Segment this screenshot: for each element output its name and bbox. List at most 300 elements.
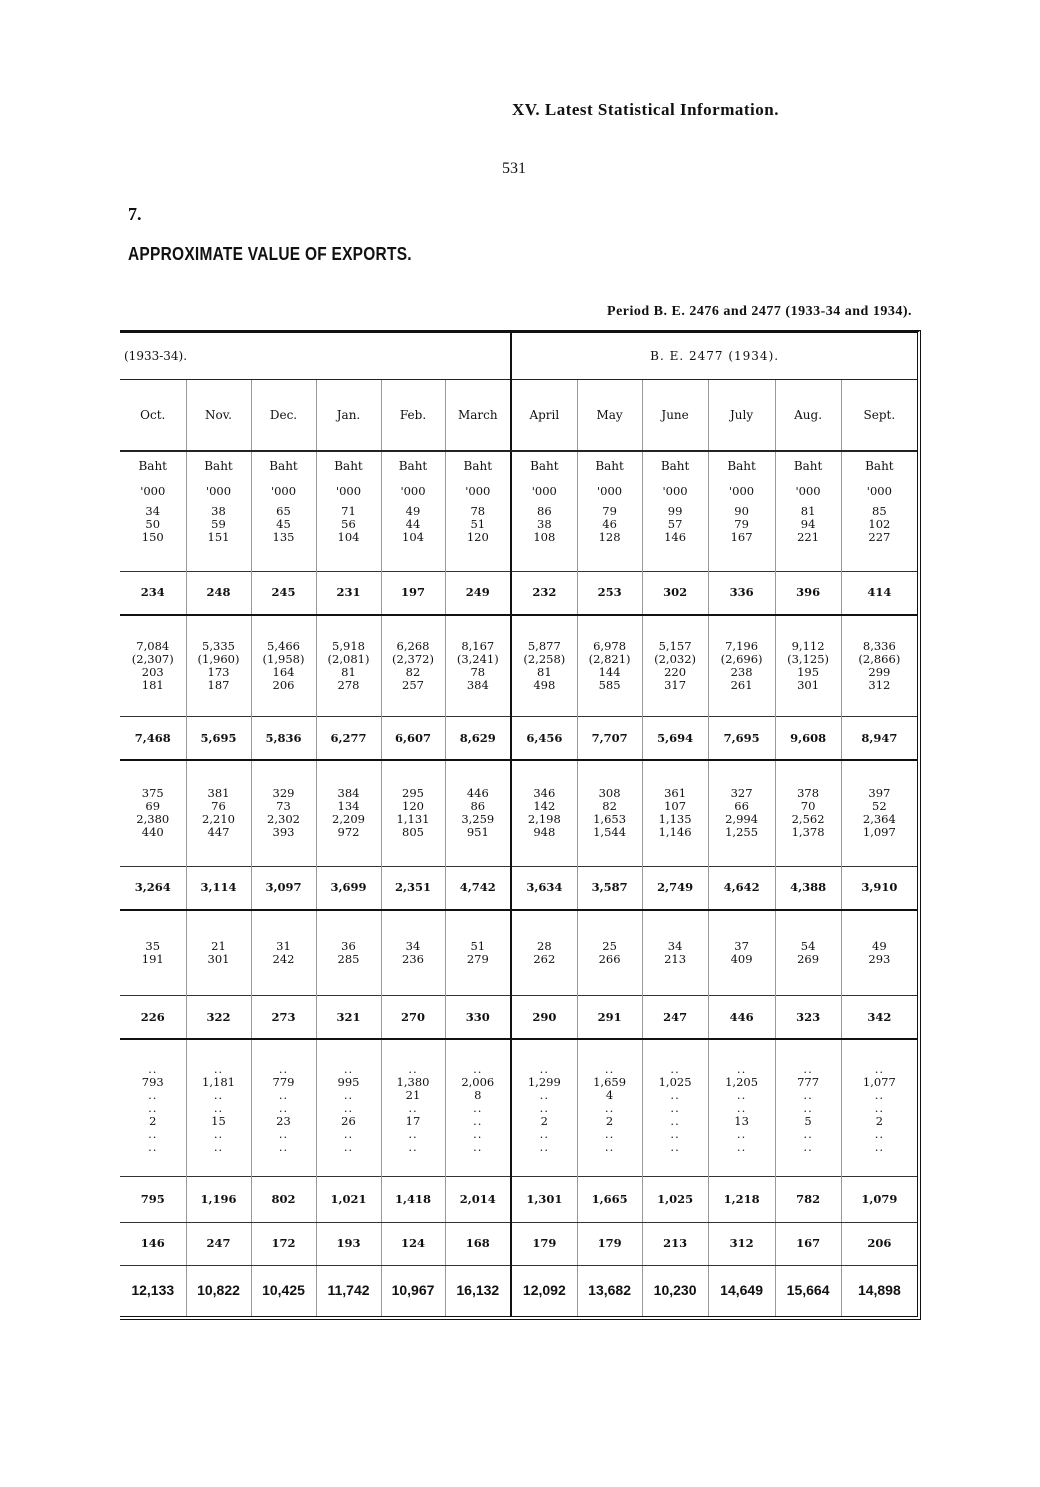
block2-value: (2,372) — [392, 651, 434, 666]
unit-cell: Baht — [708, 451, 775, 480]
section-number: 7. — [128, 204, 142, 224]
block3-value: 52 — [872, 799, 887, 814]
other-exports-cell: 172 — [251, 1222, 316, 1265]
block2-value: 384 — [466, 677, 489, 692]
block1-value: 81 — [800, 503, 816, 518]
block2-value: 195 — [797, 664, 820, 679]
block2-value: 7,196 — [725, 638, 759, 653]
block1-value: 221 — [797, 529, 820, 544]
subtotal-3-cell: 3,264 — [120, 866, 186, 910]
exports-table-frame — [120, 330, 921, 1320]
block3-value: 381 — [207, 786, 230, 801]
subtotal-2-cell: 6,277 — [316, 717, 381, 761]
block3-cell — [841, 760, 917, 866]
block2-value: (2,258) — [523, 651, 566, 666]
unit-thousands-cell: '000 — [381, 480, 445, 502]
block3-cell — [316, 760, 381, 866]
subtotal-3-cell: 3,910 — [841, 866, 917, 910]
subtotal-4-cell: 247 — [642, 995, 708, 1039]
block3-value: 397 — [868, 786, 891, 801]
table-body — [120, 333, 917, 1316]
block5-value: .. — [539, 1126, 549, 1141]
subtotal-5-cell: 1,021 — [316, 1177, 381, 1222]
subtotal-4-cell: 446 — [708, 995, 775, 1039]
block5-value: .. — [604, 1061, 615, 1076]
block5-cell — [445, 1039, 511, 1177]
block1-value: 38 — [537, 516, 552, 531]
block2-cell — [120, 615, 186, 717]
block4-value: 242 — [272, 951, 295, 966]
block5-value: .. — [803, 1061, 813, 1076]
block2-value: 9,112 — [791, 638, 825, 653]
subtotal-4-cell: 342 — [841, 995, 917, 1039]
month-header-cell: Feb. — [381, 380, 445, 452]
block1-value: 78 — [470, 503, 486, 518]
block1-cell — [316, 503, 381, 572]
block5-value: .. — [408, 1126, 418, 1141]
block5-value: .. — [408, 1139, 418, 1154]
block3-row — [120, 760, 917, 866]
block5-value: 4 — [605, 1087, 614, 1102]
unit-cell: Baht — [381, 451, 445, 480]
block3-value: 2,562 — [791, 812, 825, 827]
block3-value: 3,259 — [461, 812, 495, 827]
block3-cell — [120, 760, 186, 866]
block2-cell — [577, 615, 642, 717]
block5-value: .. — [874, 1126, 885, 1141]
block3-value: 82 — [602, 799, 617, 814]
block1-value: 104 — [402, 529, 424, 544]
block1-value: 79 — [734, 516, 749, 531]
block4-cell — [642, 910, 708, 996]
block1-value: 45 — [276, 516, 291, 531]
block2-value: 173 — [207, 664, 230, 679]
block5-value: .. — [148, 1139, 158, 1154]
block4-cell — [511, 910, 577, 996]
block2-value: (2,821) — [588, 651, 631, 666]
subtotal-4-cell: 270 — [381, 995, 445, 1039]
other-exports-cell: 213 — [642, 1222, 708, 1265]
other-exports-cell: 167 — [775, 1222, 841, 1265]
block5-cell — [316, 1039, 381, 1177]
other-exports-cell: 124 — [381, 1222, 445, 1265]
block5-value: .. — [604, 1100, 615, 1115]
block5-value: 2 — [149, 1113, 157, 1128]
block4-value: 191 — [141, 951, 164, 966]
subtotal-5-cell: 1,079 — [841, 1177, 917, 1222]
subtotal-5-cell: 802 — [251, 1177, 316, 1222]
block3-value: 2,209 — [332, 812, 365, 827]
subtotal-3-cell: 4,742 — [445, 866, 511, 910]
grand-total — [120, 1265, 917, 1316]
block3-cell — [577, 760, 642, 866]
block4-value: 269 — [797, 951, 820, 966]
block1-value: 57 — [667, 516, 683, 531]
unit-thousands-cell: '000 — [642, 480, 708, 502]
subtotal-1-cell: 336 — [708, 571, 775, 615]
unit-thousands-cell: '000 — [445, 480, 511, 502]
block5-value: .. — [148, 1061, 158, 1076]
block5-value: .. — [213, 1087, 224, 1102]
block3-value: 1,146 — [658, 825, 692, 840]
block1-value: 38 — [211, 503, 226, 518]
subtotal-1 — [120, 571, 917, 615]
block4-value: 21 — [211, 938, 226, 953]
block3-value: 70 — [800, 799, 816, 814]
block4-cell — [841, 910, 917, 996]
block1-value: 85 — [872, 503, 887, 518]
block3-value: 308 — [598, 786, 621, 801]
block1-value: 135 — [272, 529, 295, 544]
month-header-cell: Aug. — [775, 380, 841, 452]
month-header-cell: Jan. — [316, 380, 381, 452]
block2-value: 5,466 — [267, 638, 300, 653]
block3-value: 346 — [533, 786, 556, 801]
block3-value: 2,210 — [202, 812, 235, 827]
block5-cell — [708, 1039, 775, 1177]
block5-value: .. — [670, 1061, 680, 1076]
block4-cell — [186, 910, 251, 996]
block5-cell — [841, 1039, 917, 1177]
unit-cell: Baht — [186, 451, 251, 480]
subtotal-5-cell: 1,301 — [511, 1177, 577, 1222]
block4-cell — [708, 910, 775, 996]
other-exports-cell: 247 — [186, 1222, 251, 1265]
unit-cell: Baht — [316, 451, 381, 480]
block4-cell — [251, 910, 316, 996]
block5-value: 2 — [875, 1113, 884, 1128]
other-exports-cell: 179 — [577, 1222, 642, 1265]
block1-cell — [511, 503, 577, 572]
block3-value: 69 — [145, 799, 161, 814]
block5-value: .. — [148, 1126, 158, 1141]
block4-value: 54 — [800, 938, 816, 953]
unit-thousands-cell: '000 — [577, 480, 642, 502]
block3-value: 972 — [337, 825, 360, 840]
subtotal-3-cell: 3,634 — [511, 866, 577, 910]
block2-value: 187 — [207, 677, 230, 692]
subtotal-3-cell: 3,587 — [577, 866, 642, 910]
block3-value: 951 — [466, 825, 489, 840]
block4-value: 262 — [533, 951, 556, 966]
subtotal-3-cell: 3,699 — [316, 866, 381, 910]
block3-value: 2,198 — [527, 812, 561, 827]
other-exports-cell: 312 — [708, 1222, 775, 1265]
block5-value: .. — [670, 1087, 680, 1102]
block4-cell — [577, 910, 642, 996]
subtotal-5-cell: 1,418 — [381, 1177, 445, 1222]
block1-value: 150 — [141, 529, 164, 544]
block2-value: 317 — [664, 677, 687, 692]
block2-value: (2,866) — [858, 651, 901, 666]
page-number: 531 — [502, 160, 526, 177]
block5-value: 1,205 — [725, 1074, 759, 1089]
block3-value: 66 — [734, 799, 749, 814]
block2-value: 206 — [272, 677, 295, 692]
month-header-cell: April — [511, 380, 577, 452]
unit-row-baht — [120, 451, 917, 480]
block3-value: 2,380 — [136, 812, 170, 827]
block5-value: .. — [213, 1100, 224, 1115]
block2-value: 203 — [141, 664, 164, 679]
block4-cell — [445, 910, 511, 996]
block3-value: 329 — [272, 786, 295, 801]
block5-value: 1,659 — [593, 1074, 627, 1089]
block3-value: 120 — [402, 799, 424, 814]
block3-value: 2,364 — [862, 812, 896, 827]
block4-value: 35 — [145, 938, 161, 953]
other-exports-cell: 206 — [841, 1222, 917, 1265]
block1-value: 94 — [800, 516, 816, 531]
block4-value: 236 — [402, 951, 424, 966]
subtotal-5-cell: 1,665 — [577, 1177, 642, 1222]
block1-value: 99 — [667, 503, 683, 518]
block5-value: .. — [874, 1139, 885, 1154]
block1-cell — [642, 503, 708, 572]
block3-cell — [251, 760, 316, 866]
subtotal-1-cell: 396 — [775, 571, 841, 615]
block5-value: .. — [539, 1087, 549, 1102]
block1-value: 51 — [470, 516, 486, 531]
subtotal-4-cell: 321 — [316, 995, 381, 1039]
block5-cell — [642, 1039, 708, 1177]
grand-total-cell: 12,092 — [511, 1265, 577, 1316]
group-1934: B. E. 2477 (1934). — [511, 333, 917, 380]
block1-cell — [708, 503, 775, 572]
block2-value: 6,268 — [396, 638, 430, 653]
block3-value: 948 — [533, 825, 556, 840]
block4-value: 28 — [537, 938, 552, 953]
block2-value: (3,241) — [456, 651, 499, 666]
block5-value: .. — [670, 1113, 680, 1128]
month-header-cell: Oct. — [120, 380, 186, 452]
block2-cell — [708, 615, 775, 717]
block5-cell — [251, 1039, 316, 1177]
block3-value: 327 — [730, 786, 753, 801]
block1-row — [120, 503, 917, 572]
subtotal-4 — [120, 995, 917, 1039]
block2-value: 257 — [402, 677, 424, 692]
block5-value: 26 — [341, 1113, 356, 1128]
block5-value: .. — [670, 1126, 680, 1141]
block1-value: 34 — [145, 503, 161, 518]
group-1933-34: (1933-34). — [120, 333, 511, 380]
block2-value: 82 — [405, 664, 421, 679]
unit-cell: Baht — [642, 451, 708, 480]
block3-value: 86 — [470, 799, 486, 814]
subtotal-5-cell: 2,014 — [445, 1177, 511, 1222]
section-header-title: XV. Latest Statistical Information. — [512, 100, 779, 119]
unit-cell: Baht — [445, 451, 511, 480]
block4-cell — [775, 910, 841, 996]
block4-value: 37 — [734, 938, 749, 953]
subtotal-2-cell: 7,468 — [120, 717, 186, 761]
subtotal-5-cell: 1,218 — [708, 1177, 775, 1222]
subtotal-2-cell: 9,608 — [775, 717, 841, 761]
block3-value: 1,653 — [593, 812, 627, 827]
block2-cell — [251, 615, 316, 717]
subtotal-4-cell: 273 — [251, 995, 316, 1039]
group-header-row — [120, 333, 917, 380]
block5-value: .. — [803, 1087, 813, 1102]
block3-value: 76 — [211, 799, 226, 814]
block4-value: 213 — [664, 951, 687, 966]
subtotal-4-cell: 322 — [186, 995, 251, 1039]
block5-value: 1,299 — [527, 1074, 561, 1089]
block5-value: 13 — [734, 1113, 749, 1128]
block3-value: 805 — [402, 825, 424, 840]
grand-total-cell: 10,230 — [642, 1265, 708, 1316]
block5-cell — [186, 1039, 251, 1177]
block5-value: .. — [473, 1126, 483, 1141]
subtotal-5-cell: 1,196 — [186, 1177, 251, 1222]
subtotal-5-cell: 795 — [120, 1177, 186, 1222]
block5-value: .. — [874, 1061, 885, 1076]
block2-cell — [445, 615, 511, 717]
block2-cell — [316, 615, 381, 717]
subtotal-1-cell: 232 — [511, 571, 577, 615]
subtotal-5-cell: 782 — [775, 1177, 841, 1222]
block2-value: 8,336 — [862, 638, 896, 653]
block3-value: 107 — [664, 799, 687, 814]
block2-value: 144 — [598, 664, 621, 679]
block5-value: .. — [148, 1100, 158, 1115]
month-header-cell: March — [445, 380, 511, 452]
block3-value: 375 — [141, 786, 164, 801]
block5-value: .. — [473, 1113, 483, 1128]
block4-value: 279 — [466, 951, 489, 966]
grand-total-cell: 10,967 — [381, 1265, 445, 1316]
block4-value: 34 — [667, 938, 683, 953]
block5-value: .. — [213, 1126, 224, 1141]
block1-value: 108 — [533, 529, 556, 544]
unit-cell: Baht — [775, 451, 841, 480]
subtotal-2-cell: 6,607 — [381, 717, 445, 761]
block4-value: 25 — [602, 938, 617, 953]
month-header-row — [120, 380, 917, 452]
grand-total-cell: 16,132 — [445, 1265, 511, 1316]
block4-value: 49 — [872, 938, 887, 953]
block1-value: 59 — [211, 516, 226, 531]
block2-cell — [642, 615, 708, 717]
month-header-cell: June — [642, 380, 708, 452]
block5-value: 15 — [211, 1113, 226, 1128]
block5-value: .. — [604, 1139, 615, 1154]
block5-value: .. — [539, 1061, 549, 1076]
subtotal-2-cell: 5,695 — [186, 717, 251, 761]
block5-value: .. — [343, 1100, 354, 1115]
block5-value: .. — [670, 1100, 680, 1115]
subtotal-1-cell: 249 — [445, 571, 511, 615]
block3-value: 295 — [402, 786, 424, 801]
grand-total-cell: 10,425 — [251, 1265, 316, 1316]
block2-value: 312 — [868, 677, 891, 692]
block3-value: 1,378 — [791, 825, 825, 840]
subtotal-1-cell: 234 — [120, 571, 186, 615]
subtotal-1-cell: 231 — [316, 571, 381, 615]
block3-cell — [708, 760, 775, 866]
block3-value: 73 — [276, 799, 291, 814]
block1-value: 86 — [537, 503, 552, 518]
block5-value: 995 — [337, 1074, 360, 1089]
block5-cell — [775, 1039, 841, 1177]
block5-value: .. — [874, 1087, 885, 1102]
block5-value: .. — [408, 1061, 418, 1076]
block4-value: 293 — [868, 951, 891, 966]
block2-value: (3,125) — [787, 651, 830, 666]
block1-cell — [381, 503, 445, 572]
grand-total-cell: 11,742 — [316, 1265, 381, 1316]
grand-total-cell: 14,898 — [841, 1265, 917, 1316]
block5-value: .. — [278, 1126, 289, 1141]
block2-value: 301 — [797, 677, 820, 692]
block5-value: .. — [736, 1061, 747, 1076]
block3-cell — [186, 760, 251, 866]
subtotal-1-cell: 245 — [251, 571, 316, 615]
subtotal-1-cell: 253 — [577, 571, 642, 615]
other-exports-cell: 193 — [316, 1222, 381, 1265]
block3-value: 361 — [664, 786, 687, 801]
block5-value: .. — [736, 1100, 747, 1115]
block4-cell — [120, 910, 186, 996]
month-header-cell: July — [708, 380, 775, 452]
block4-value: 34 — [405, 938, 421, 953]
block5-value: .. — [278, 1061, 289, 1076]
block1-value: 56 — [341, 516, 356, 531]
block5-value: .. — [736, 1087, 747, 1102]
block2-cell — [381, 615, 445, 717]
subtotal-2-cell: 5,694 — [642, 717, 708, 761]
block1-value: 44 — [405, 516, 421, 531]
block5-value: .. — [803, 1139, 813, 1154]
block3-cell — [445, 760, 511, 866]
block2-value: (2,032) — [654, 651, 697, 666]
block5-value: .. — [278, 1139, 289, 1154]
unit-thousands-cell: '000 — [316, 480, 381, 502]
block5-value: 2 — [605, 1113, 614, 1128]
subtotal-3 — [120, 866, 917, 910]
block1-value: 46 — [602, 516, 617, 531]
block4-value: 31 — [276, 938, 291, 953]
block3-value: 2,302 — [267, 812, 300, 827]
block1-value: 90 — [734, 503, 749, 518]
block5-value: 1,077 — [862, 1074, 896, 1089]
block1-cell — [186, 503, 251, 572]
block2-cell — [841, 615, 917, 717]
block5-value: .. — [539, 1100, 549, 1115]
block3-value: 1,131 — [396, 812, 430, 827]
grand-total-cell: 13,682 — [577, 1265, 642, 1316]
block5-value: 17 — [405, 1113, 421, 1128]
block3-value: 378 — [797, 786, 820, 801]
block1-value: 167 — [730, 529, 753, 544]
block5-value: .. — [213, 1061, 224, 1076]
block3-value: 134 — [337, 799, 360, 814]
block1-value: 128 — [598, 529, 621, 544]
block4-cell — [381, 910, 445, 996]
block2-cell — [511, 615, 577, 717]
block2-value: 5,335 — [202, 638, 235, 653]
block5-value: 1,380 — [396, 1074, 430, 1089]
block3-cell — [642, 760, 708, 866]
block2-value: 238 — [730, 664, 753, 679]
block5-value: .. — [604, 1126, 615, 1141]
subtotal-3-cell: 4,642 — [708, 866, 775, 910]
block2-value: 7,084 — [136, 638, 170, 653]
document-title: APPROXIMATE VALUE OF EXPORTS. — [128, 244, 412, 264]
block1-value: 227 — [868, 529, 891, 544]
subtotal-3-cell: 3,114 — [186, 866, 251, 910]
